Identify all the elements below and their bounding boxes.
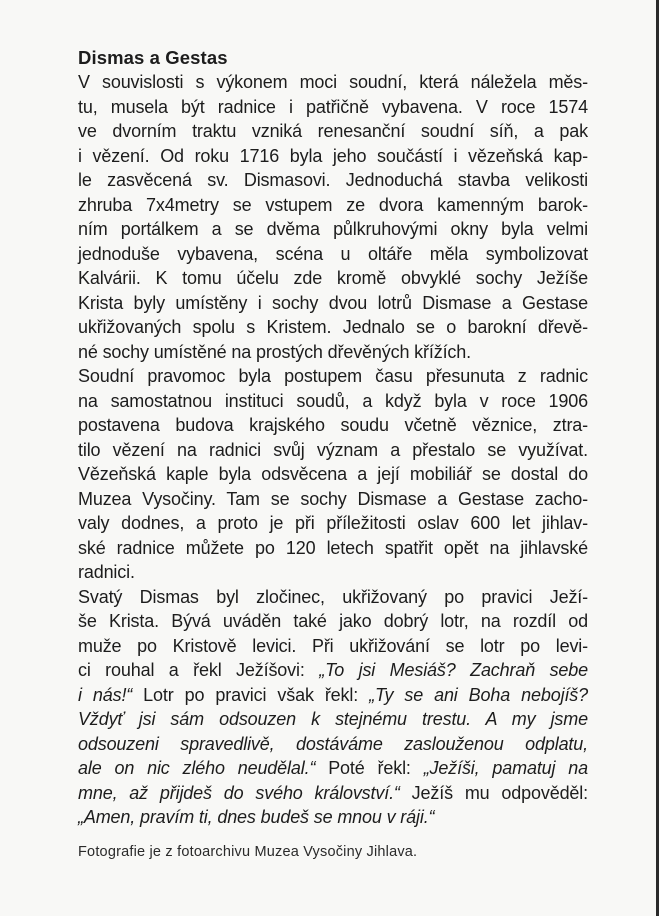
paragraph-line: jednoduše vybavena, scéna u oltáře měla symbolizovat (78, 243, 588, 264)
paragraph-line: V souvislosti s výkonem moci soudní, která náležela měs- (78, 72, 588, 92)
paragraph-line: postavena budova krajského soudu včetně věznice, ztra- (78, 415, 588, 435)
paragraph-line: ukřižovaných spolu s Kristem. Jednalo se o barokní dřevě- (78, 317, 588, 337)
paragraph-line: né sochy umístěné na prostých dřevěných křížích. (78, 341, 471, 362)
paragraph-line: muže po Kristově levici. Při ukřižování se lotr po levi- (78, 635, 588, 656)
paragraph-line: še Krista. Bývá uváděn také jako dobrý lotr, na rozdíl od (78, 611, 588, 631)
paragraph-line: na samostatnou instituci soudů, a když byla v roce 1906 (78, 390, 588, 411)
paragraph-line: ním portálkem a se dvěma půlkruhovými okny byla velmi (78, 219, 588, 239)
paragraph-2 (78, 364, 588, 585)
paragraph-line: Vězeňská kaple byla odsvěcena a její mobiliář se dostal do (78, 464, 588, 484)
paragraph-line (78, 658, 588, 683)
quote-text: i nás!“ (78, 684, 133, 705)
line-text: Ježíš mu odpověděl: (399, 782, 588, 803)
paragraph-line: ve dvorním traktu vzniká renesanční soudní síň, a pak (78, 121, 588, 141)
paragraph-3 (78, 585, 588, 830)
quote-text: „To jsi Mesiáš? Zachraň sebe (319, 660, 589, 680)
paragraph-line (78, 781, 588, 806)
quote-line: odsouzeni spravedlivě, dostáváme zaslouženou odplatu, (78, 733, 588, 754)
paragraph-line: tilo vězení na radnici svůj význam a přestalo se využívat. (78, 439, 588, 460)
quote-text: ale on nic zlého neudělal.“ (78, 758, 316, 778)
paragraph-line (78, 756, 588, 781)
photo-credit: Fotografie je z fotoarchivu Muzea Vysočiny Jihlava. (78, 843, 418, 860)
line-text: Poté řekl: (315, 758, 424, 778)
paragraph-line: Svatý Dismas byl zločinec, ukřižovaný po pravici Ježí- (78, 586, 588, 607)
paragraph-line: zhruba 7x4metry se vstupem ze dvora kamenným barok- (78, 194, 588, 215)
quote-line: Vždyť jsi sám odsouzen k stejnému trestu. A my jsme (78, 709, 588, 729)
article-title: Dismas a Gestas (78, 47, 228, 68)
line-text: ci rouhal a řekl Ježíšovi: (78, 660, 320, 680)
quote-line: „Amen, pravím ti, dnes budeš se mnou v ráji.“ (78, 807, 435, 827)
paragraph-line: ské radnice můžete po 120 letech spatřit opět na jihlavské (78, 537, 588, 558)
paragraph-line: Muzea Vysočiny. Tam se sochy Dismase a Gestase zacho- (78, 488, 588, 509)
paragraph-line: radnici. (78, 562, 135, 582)
quote-text: „Ty se ani Boha nebojíš? (369, 684, 589, 705)
article (78, 46, 588, 862)
paragraph-line: Kalvárii. K tomu účelu zde kromě obvyklé sochy Ježíše (78, 268, 588, 288)
quote-text: „Ježíši, pamatuj na (423, 758, 588, 778)
paragraph-line (78, 683, 588, 708)
paragraph-line: Soudní pravomoc byla postupem času přesunuta z radnic (78, 366, 588, 386)
line-text: Lotr po pravici však řekl: (132, 684, 370, 705)
paragraph-line: valy dodnes, a proto je při příležitosti oslav 600 let jihlav- (78, 513, 588, 533)
quote-text: mne, až přijdeš do svého království.“ (78, 782, 400, 803)
paragraph-line: tu, musela být radnice i patřičně vybavena. V roce 1574 (78, 96, 588, 117)
paragraph-line: le zasvěcená sv. Dismasovi. Jednoduchá stavba velikosti (78, 170, 588, 190)
paragraph-1 (78, 70, 588, 364)
paragraph-line: i vězení. Od roku 1716 byla jeho součástí i vězeňská kap- (78, 145, 588, 166)
paragraph-line: Krista byly umístěny i sochy dvou lotrů Dismase a Gestase (78, 292, 588, 313)
